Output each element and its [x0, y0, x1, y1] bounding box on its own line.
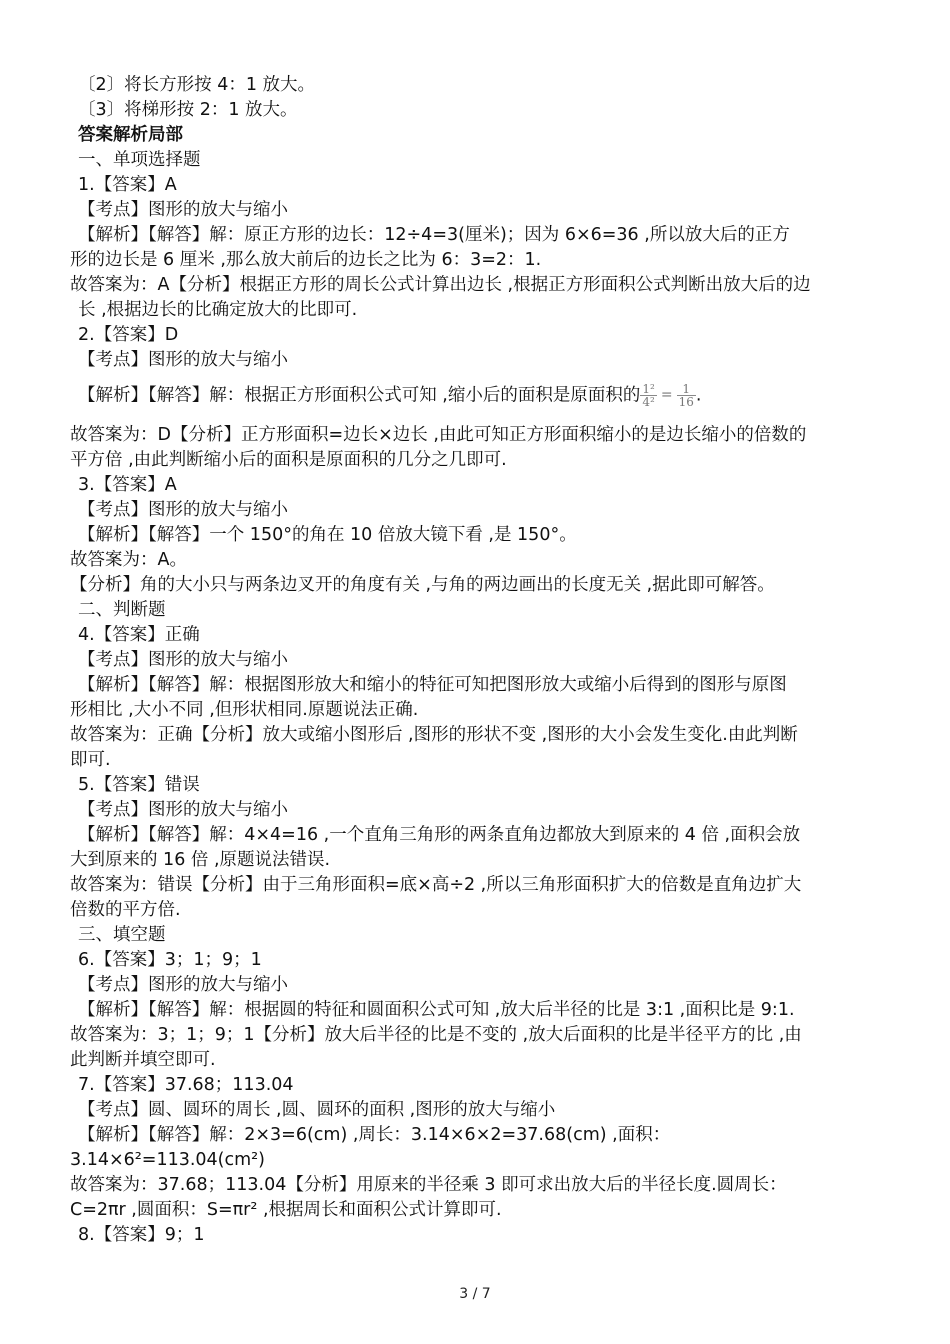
text-line: C=2πr ,圆面积：S=πr² ,根据周长和面积公式计算即可.: [70, 1200, 502, 1220]
text-line: 形相比 ,大小不同 ,但形状相同.原题说法正确.: [70, 700, 419, 720]
text-line: 故答案为：D【分析】正方形面积=边长×边长 ,由此可知正方形面积缩小的是边长缩小的倍数的: [70, 425, 807, 445]
text-line: 〔2〕将长方形按 4：1 放大。: [78, 75, 316, 95]
topic-line: 【考点】图形的放大与缩小: [78, 650, 288, 670]
topic-line: 【考点】图形的放大与缩小: [78, 800, 288, 820]
text-line: 倍数的平方倍.: [70, 900, 181, 920]
answer-line: 6.【答案】3；1；9；1: [78, 950, 262, 970]
analysis-line: 【解析】【解答】解：2×3=6(cm) ,周长：3.14×6×2=37.68(cm) ,面积：: [78, 1125, 671, 1145]
analysis-line: 【解析】【解答】解：根据图形放大和缩小的特征可知把图形放大或缩小后得到的图形与原图: [78, 675, 787, 695]
answer-line: 7.【答案】37.68；113.04: [78, 1075, 294, 1095]
fraction-one-over-four-squared: $\frac{\text{1²}}{\text{4²}}$: [642, 382, 655, 409]
text-line: 故答案为：A【分析】根据正方形的周长公式计算出边长 ,根据正方形面积公式判断出放大后的边: [70, 275, 811, 295]
analysis-line: 【解析】【解答】解：4×4=16 ,一个直角三角形的两条直角边都放大到原来的 4 倍 ,面积会放: [78, 825, 801, 845]
topic-line: 【考点】图形的放大与缩小: [78, 200, 288, 220]
analysis-text: 【解析】【解答】解：根据正方形面积公式可知 ,缩小后的面积是原面积的: [78, 385, 641, 406]
text-line: 〔3〕将梯形按 2：1 放大。: [78, 100, 298, 120]
text-line: 故答案为：3；1；9；1【分析】放大后半径的比是不变的 ,放大后面积的比是半径平方的比 ,由: [70, 1025, 802, 1045]
text-line: 故答案为：错误【分析】由于三角形面积=底×高÷2 ,所以三角形面积扩大的倍数是直角边扩大: [70, 875, 802, 895]
fraction-one-sixteenth: $\frac{1}{16}$: [678, 382, 694, 409]
text-line: 故答案为：正确【分析】放大或缩小图形后 ,图形的形状不变 ,图形的大小会发生变化.由此判断: [70, 725, 798, 745]
text-line: 【分析】角的大小只与两条边叉开的角度有关 ,与角的两边画出的长度无关 ,据此即可解答。: [70, 575, 775, 595]
answer-line: 1.【答案】A: [78, 175, 177, 195]
analysis-line: [78, 383, 888, 409]
topic-line: 【考点】圆、圆环的周长 ,圆、圆环的面积 ,图形的放大与缩小: [78, 1100, 556, 1120]
answer-line: 5.【答案】错误: [78, 775, 200, 795]
section-heading: 三、填空题: [78, 925, 166, 945]
answer-line: 8.【答案】9；1: [78, 1225, 205, 1245]
section-heading: 一、单项选择题: [78, 150, 201, 170]
text-line: 平方倍 ,由此判断缩小后的面积是原面积的几分之几即可.: [70, 450, 507, 470]
page-number: 3 / 7: [459, 1286, 491, 1302]
topic-line: 【考点】图形的放大与缩小: [78, 500, 288, 520]
section-heading: 二、判断题: [78, 600, 166, 620]
text-line: 此判断并填空即可.: [70, 1050, 216, 1070]
answer-line: 4.【答案】正确: [78, 625, 200, 645]
analysis-line: 【解析】【解答】解：原正方形的边长：12÷4=3(厘米)；因为 6×6=36 ,所以放大后的正方: [78, 225, 790, 245]
section-heading: 答案解析局部: [78, 125, 183, 145]
text-line: 大到原来的 16 倍 ,原题说法错误.: [70, 850, 331, 870]
text-line: 形的边长是 6 厘米 ,那么放大前后的边长之比为 6：3=2：1.: [70, 250, 542, 270]
analysis-line: 【解析】【解答】解：根据圆的特征和圆面积公式可知 ,放大后半径的比是 3:1 ,面积比是 9:1.: [78, 1000, 795, 1020]
text-line: 长 ,根据边长的比确定放大的比即可.: [78, 300, 358, 320]
period: .: [695, 385, 702, 406]
answer-line: 3.【答案】A: [78, 475, 177, 495]
answer-line: 2.【答案】D: [78, 325, 179, 345]
text-line: 3.14×6²=113.04(cm²): [70, 1150, 266, 1170]
topic-line: 【考点】图形的放大与缩小: [78, 975, 288, 995]
text-line: 故答案为：37.68；113.04【分析】用原来的半径乘 3 即可求出放大后的半径长度.圆周长：: [70, 1175, 787, 1195]
equals-sign: =: [660, 387, 673, 403]
analysis-line: 【解析】【解答】一个 150°的角在 10 倍放大镜下看 ,是 150°。: [78, 525, 577, 545]
text-line: 即可.: [70, 750, 111, 770]
text-line: 故答案为：A。: [70, 550, 187, 570]
topic-line: 【考点】图形的放大与缩小: [78, 350, 288, 370]
